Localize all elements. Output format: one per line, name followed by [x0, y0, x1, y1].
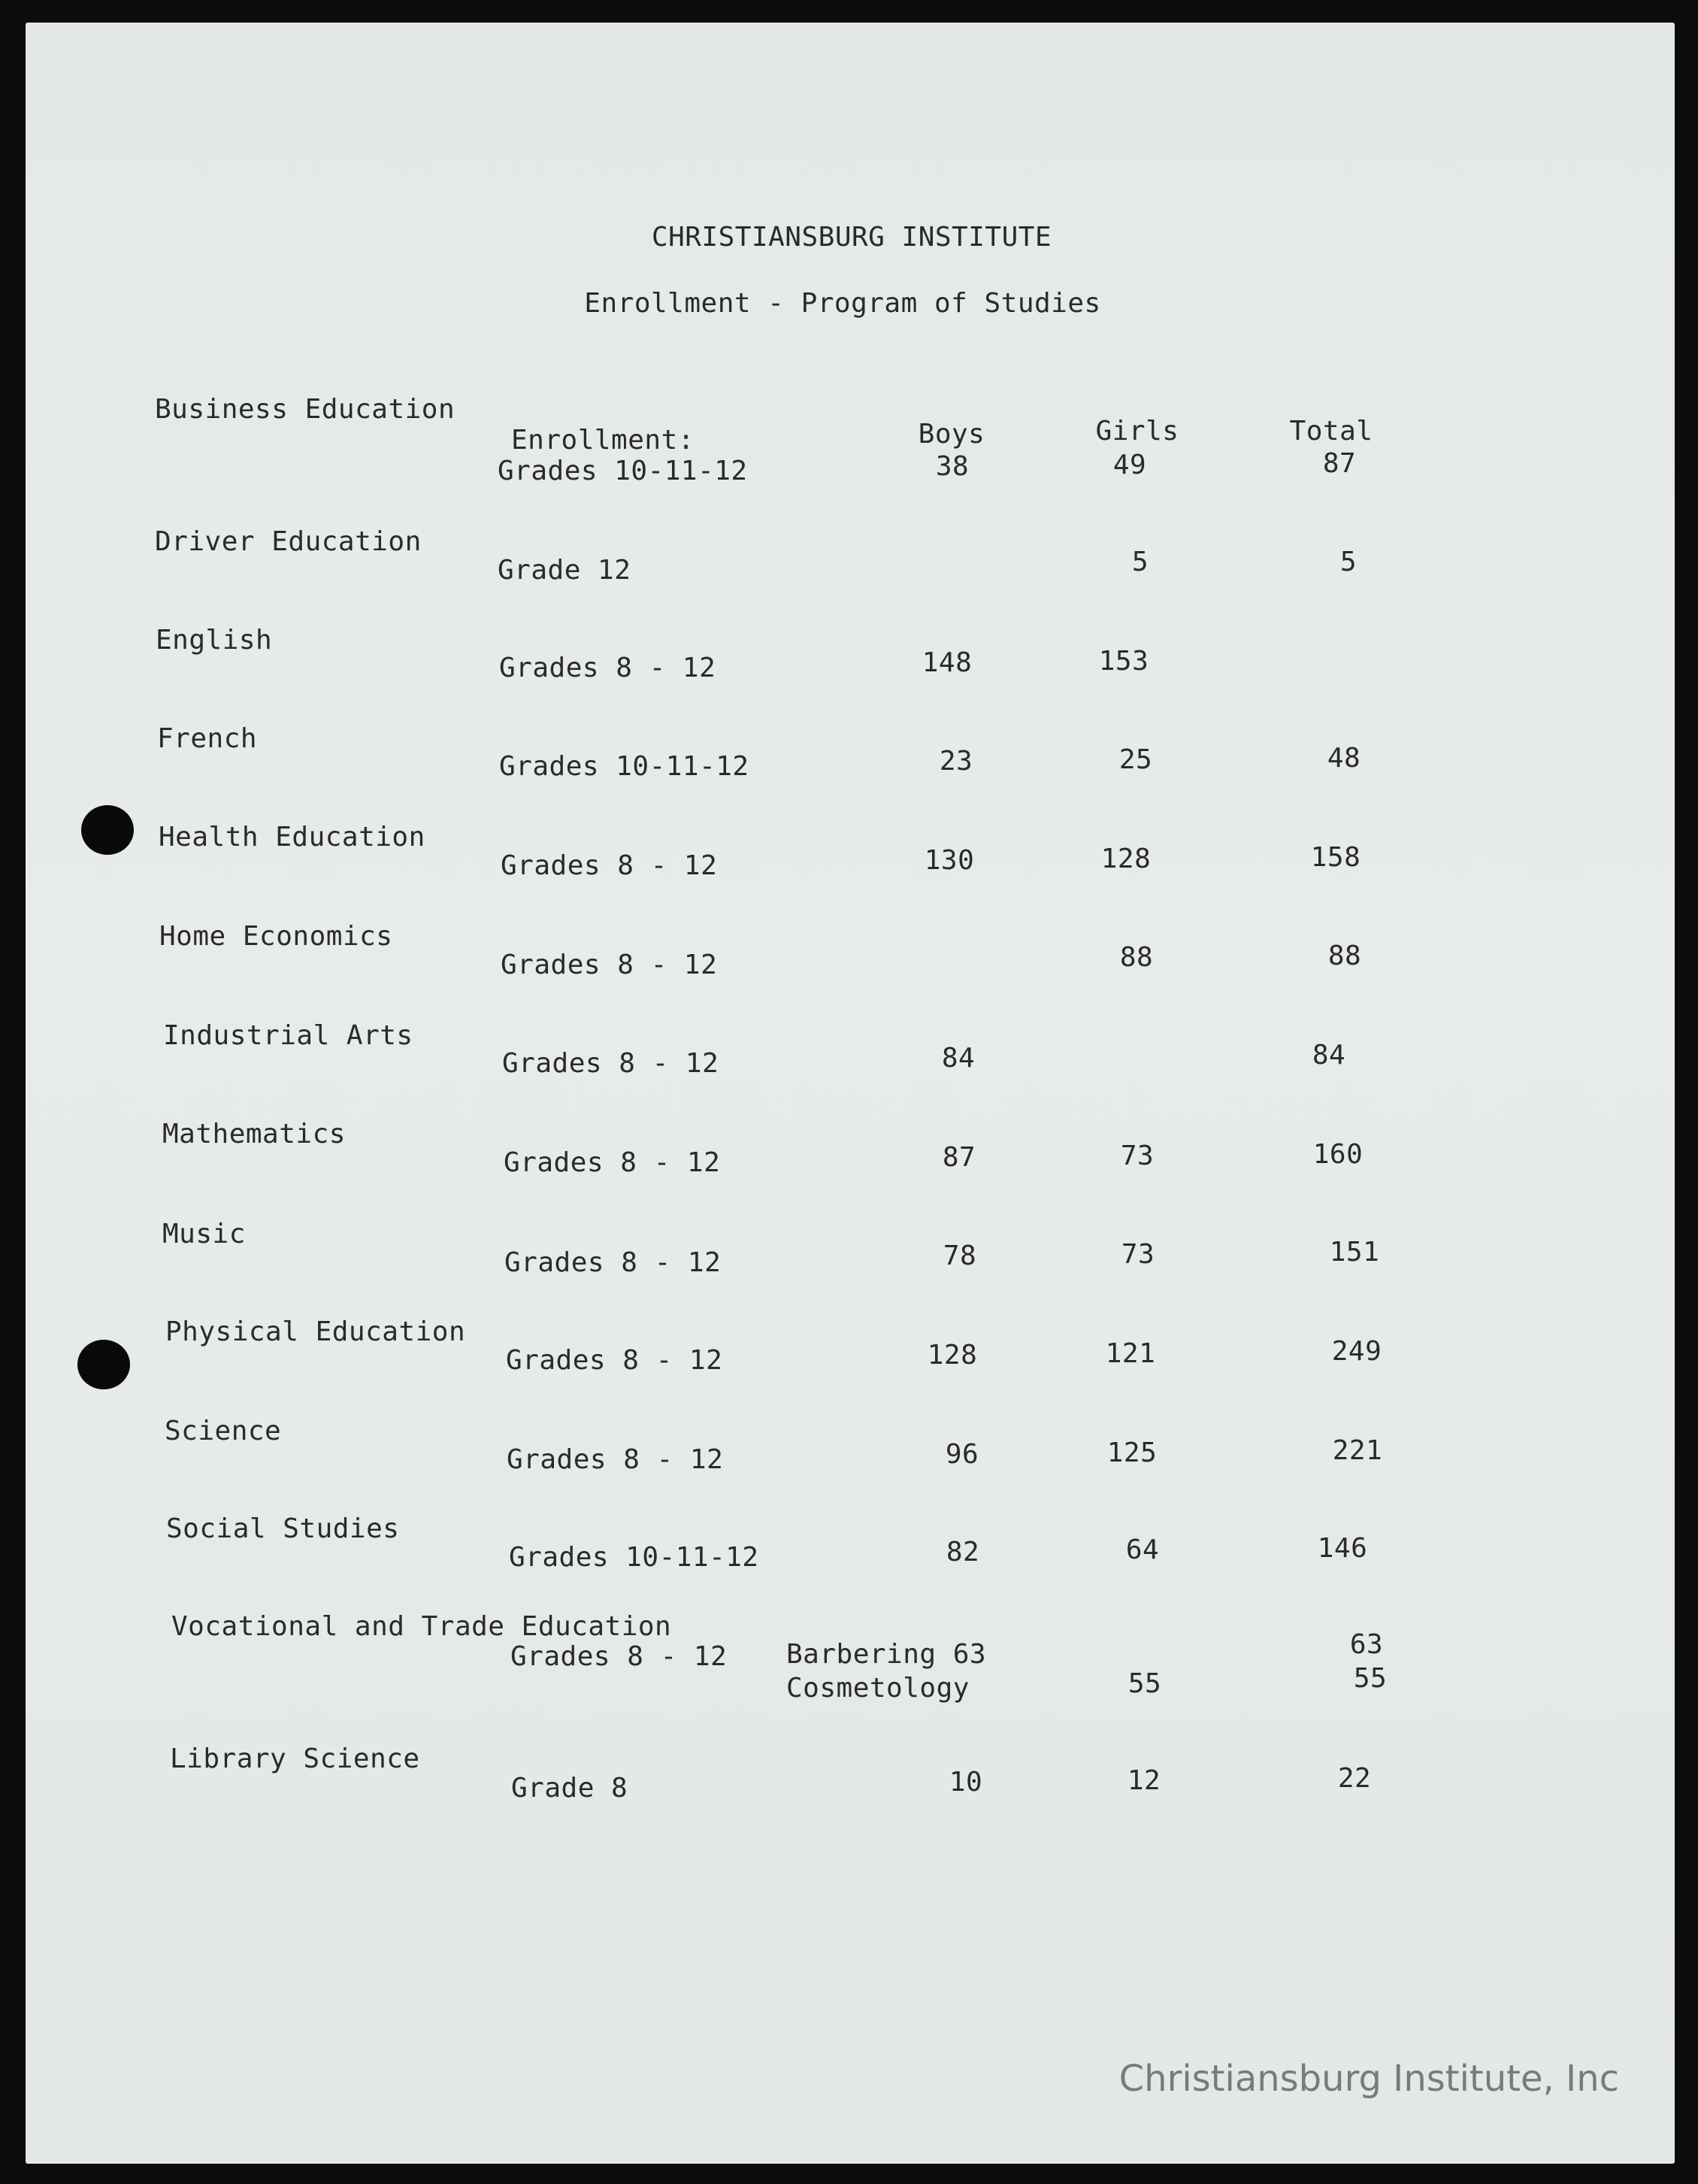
grades-label: Grade 12	[498, 555, 631, 586]
grades-label: Grades 10-11-12	[499, 751, 749, 782]
total-value: 146	[1317, 1533, 1368, 1564]
boys-value: 87	[942, 1142, 976, 1173]
total-value: 160	[1312, 1139, 1364, 1170]
boys-value: 96	[945, 1439, 979, 1470]
subject-label: Driver Education	[155, 526, 422, 557]
girls-value: 5	[1131, 547, 1149, 577]
boys-value: 130	[924, 845, 975, 876]
boys-value: 38	[935, 451, 970, 482]
grades-label: Grades 8 - 12	[510, 1641, 728, 1672]
column-header-total: Total	[1289, 416, 1373, 447]
grades-label: Grades 8 - 12	[506, 1345, 723, 1376]
grades-label: Grades 8 - 12	[507, 1444, 724, 1475]
column-header-boys: Boys	[918, 419, 985, 450]
subject-label: Health Education	[159, 822, 425, 853]
subject-label: Mathematics	[162, 1119, 346, 1150]
girls-value: 64	[1125, 1534, 1160, 1565]
boys-value: 128	[927, 1340, 978, 1371]
subject-label: Physical Education	[165, 1316, 466, 1347]
girls-value: 88	[1119, 942, 1154, 973]
girls-value: 73	[1120, 1140, 1155, 1171]
total-value: 88	[1327, 941, 1362, 971]
boys-value: 10	[949, 1767, 983, 1798]
grades-label: Grades 8 - 12	[499, 653, 716, 683]
boys-value: 23	[939, 746, 973, 777]
total-value: 5	[1339, 547, 1357, 577]
girls-value: 12	[1127, 1765, 1161, 1796]
total-value: 249	[1331, 1336, 1382, 1367]
subject-label: Library Science	[170, 1743, 420, 1774]
cosmetology-label: Cosmetology	[786, 1673, 970, 1704]
girls-value: 25	[1118, 744, 1153, 775]
document-subtitle: Enrollment - Program of Studies	[584, 288, 1101, 319]
boys-value: 148	[922, 647, 973, 678]
subject-label: Home Economics	[159, 921, 393, 952]
grades-label: Grades 10-11-12	[498, 456, 748, 486]
document-page	[26, 23, 1675, 2164]
total-value: 48	[1327, 743, 1361, 774]
subject-label: Business Education	[155, 394, 456, 425]
binder-hole-bottom	[77, 1340, 130, 1389]
grades-label: Grade 8	[511, 1773, 628, 1804]
girls-value: 49	[1112, 450, 1147, 480]
girls-value: 128	[1100, 844, 1152, 874]
total-value: 221	[1332, 1435, 1383, 1466]
binder-hole-top	[81, 805, 134, 855]
grades-label: Grades 8 - 12	[501, 850, 718, 881]
subject-label: Social Studies	[166, 1513, 400, 1544]
document-title: CHRISTIANSBURG INSTITUTE	[651, 222, 1052, 253]
grades-label: Grades 10-11-12	[509, 1542, 759, 1573]
girls-value: 121	[1105, 1338, 1156, 1369]
total-value: 22	[1337, 1763, 1372, 1794]
subject-label: French	[157, 723, 258, 754]
column-header-girls: Girls	[1095, 416, 1179, 447]
boys-value: 82	[946, 1537, 980, 1568]
subject-label: Vocational and Trade Education	[171, 1611, 672, 1642]
boys-value: 78	[943, 1240, 977, 1271]
total-value: 87	[1322, 448, 1357, 479]
total-value: 84	[1312, 1040, 1346, 1071]
total-value: 158	[1310, 842, 1361, 873]
boys-value: 84	[941, 1043, 976, 1074]
grades-label: Grades 8 - 12	[502, 1048, 719, 1079]
subject-label: English	[156, 625, 273, 656]
enrollment-label: Enrollment:	[511, 425, 695, 456]
subject-label: Industrial Arts	[163, 1020, 413, 1051]
grades-label: Grades 8 - 12	[504, 1247, 722, 1278]
barbering-label: Barbering 63	[786, 1639, 987, 1670]
girls-value: 125	[1106, 1437, 1158, 1468]
girls-value: 73	[1121, 1239, 1155, 1270]
grades-label: Grades 8 - 12	[501, 950, 718, 980]
total-value: 151	[1329, 1237, 1380, 1268]
cosmetology-total: 55	[1353, 1663, 1388, 1694]
subject-label: Science	[165, 1416, 282, 1446]
grades-label: Grades 8 - 12	[504, 1147, 721, 1178]
barbering-total: 63	[1349, 1629, 1384, 1660]
girls-value: 153	[1098, 646, 1149, 677]
cosmetology-girls: 55	[1127, 1668, 1162, 1699]
watermark-text: Christiansburg Institute, Inc	[1118, 2058, 1619, 2100]
subject-label: Music	[162, 1219, 246, 1250]
